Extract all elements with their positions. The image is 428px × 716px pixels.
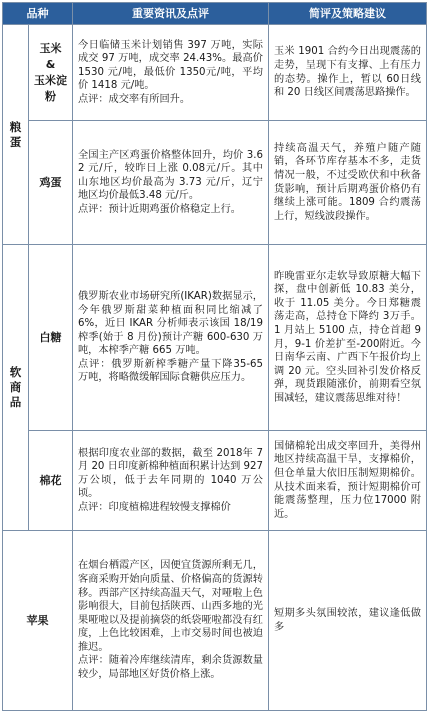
header-advice: 简评及策略建议 [269,3,427,25]
news-cell [73,25,269,121]
product-egg [29,121,73,245]
category-soft-commodities [3,245,29,531]
news-cell [73,531,269,711]
table-row [3,245,427,431]
product-name-line: & [45,57,56,71]
category-char: 商 [9,380,22,394]
table-row [3,121,427,245]
product-apple [3,531,73,711]
product-cotton [29,431,73,531]
advice-cell [269,121,427,245]
category-char: 软 [9,365,22,379]
product-sugar [29,245,73,431]
advice-cotton: 国储棉轮出成交率回升，美得州地区持续高温干旱，支撑棉价，但仓单量大依旧压制短期棉价。从技术面来看，预计短期棉价可能震荡整理，压力位17000 附近。 [274,440,421,520]
table-row [3,431,427,531]
product-corn [29,25,73,121]
advice-cell [269,531,427,711]
header-news: 重要资讯及点评 [73,3,269,25]
advice-corn: 玉米 1901 合约今日出现震荡的走势，呈现下有支撑、上有压力的态势。操作上，暂以 60日线和 20 日线区间震荡思路操作。 [274,46,421,99]
category-char: 品 [9,395,22,409]
news-cell [73,431,269,531]
advice-cell [269,25,427,121]
advice-sugar: 昨晚雷亚尔走软导致原糖大幅下探，盘中创新低 10.83 美分，收于 11.05 美分。今日郑糖震荡走高，总持仓下降约 3万手。1 月站上 5100 点，持仓首超 9 月，9-1 价差扩至-200附近。今日南华云南、广西下午报价均上调 20 元。空头回补引发价格反弹，现货跟随涨价，前期看空氛围减轻，建议震荡思维对待！ [274,270,421,404]
advice-cell [269,245,427,431]
category-char: 粮 [9,119,22,134]
table-row [3,25,427,121]
category-char: 蛋 [9,134,22,149]
news-corn: 今日临储玉米计划销售 397 万吨，实际成交 97 万吨，成交率 24.43%。最高价 1530 元/吨，最低价 1350元/吨，平均价 1418 元/吨。 点评：成交率有所回升。 [78,39,263,105]
news-cotton: 根据印度农业部的数据，截至 2018年 7 月 20 日印度新棉种植面积累计达到 927 万公顷，低于去年同期的 1040 万公顷。 点评：印度植棉进程较慢支撑棉价 [78,447,263,513]
advice-apple: 短期多头氛围较浓，建议逢低做多 [274,607,421,633]
table-header-row [3,3,427,25]
product-name: 苹果 [26,613,49,627]
table-row [3,531,427,711]
product-name-line: 玉米 [39,41,62,55]
product-name: 白糖 [39,330,62,344]
category-grain-egg [3,25,29,245]
header-category: 品种 [3,3,73,25]
news-cell [73,121,269,245]
news-cell [73,245,269,431]
advice-egg: 持续高温天气，养殖户随产随销，各环节库存基本不多，走货情况一般，不过受欧伏和中秋备货影响，预计后期鸡蛋价格仍有继续上涨可能。1809 合约震荡上行，短线波段操作。 [274,142,421,222]
advice-cell [269,431,427,531]
news-apple: 在烟台栖霞产区，因便宜货源所剩无几，客商采购开始向质量、价格偏高的货源转移。西部产区持续高温天气，对哑啦上色影响很大，目前包括陕西、山西多地的光果哑啦以及提前摘袋的纸袋哑啦都没有红度，上色比较困难，上市交易时间也被迫推迟。 点评：随着冷库继续清库，剩余货源数量较少，局部地区好货价格上涨。 [78,560,263,681]
news-egg: 全国主产区鸡蛋价格整体回升，均价 3.62 元/斤，较昨日上涨 0.08元/斤。其中山东地区均价最高为 3.73 元/斤，辽宁地区均价最低3.48 元/斤。 点评：预计近期鸡蛋价格稳定上行。 [78,149,263,215]
product-name: 棉花 [39,473,62,487]
product-name-line: 玉米淀粉 [34,73,67,103]
commodity-report-table [2,2,427,711]
news-sugar: 俄罗斯农业市场研究所(IKAR)数据显示，今年俄罗斯甜菜种植面积同比缩减了 6%，近日 IKAR 分析师表示该国 18/19 榨季(始于 8 月份)预计产糖 600-630 万吨，本榨季产糖 665 万吨。 点评：俄罗斯新榨季糖产量下降35-65 万吨，将略微缓解国际食糖供应压力。 [78,290,263,384]
product-name: 鸡蛋 [39,175,62,189]
